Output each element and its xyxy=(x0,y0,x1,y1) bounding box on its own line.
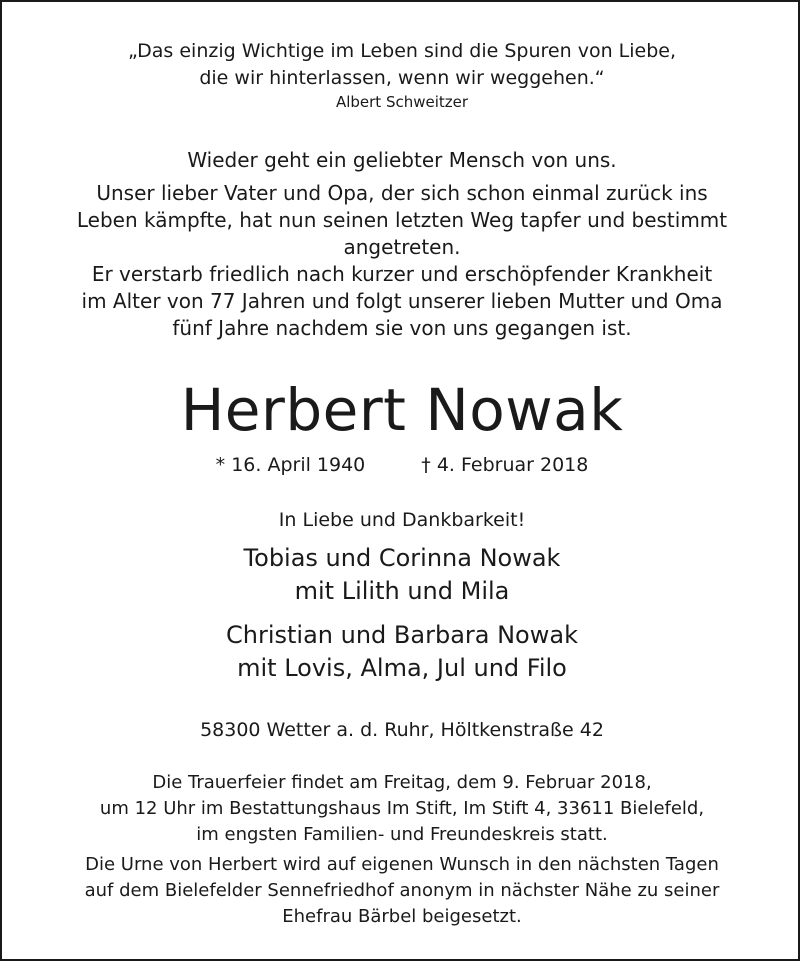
intro-line: angetreten. xyxy=(343,235,461,259)
urn-line: auf dem Bielefelder Sennefriedhof anonym in nächster Nähe zu seiner xyxy=(84,880,720,901)
thanks-line: In Liebe und Dankbarkeit! xyxy=(278,509,526,531)
intro-line: im Alter von 77 Jahren und folgt unserer lieben Mutter und Oma xyxy=(81,289,723,313)
urn-line: Die Urne von Herbert wird auf eigenen Wunsch in den nächsten Tagen xyxy=(85,854,719,875)
intro-line: Leben kämpfte, hat nun seinen letzten Weg tapfer und bestimmt xyxy=(76,208,728,232)
family-children: mit Lovis, Alma, Jul und Filo xyxy=(237,654,567,682)
quote-block xyxy=(2,38,800,112)
urn-line: Ehefrau Bärbel beigesetzt. xyxy=(282,906,522,927)
intro-text xyxy=(2,147,800,342)
birth-date: * 16. April 1940 xyxy=(215,454,366,476)
intro-line: fünf Jahre nachdem sie von uns gegangen ist. xyxy=(172,316,632,340)
family-entry xyxy=(2,542,800,608)
funeral-line: Die Trauerfeier findet am Freitag, dem 9. Februar 2018, xyxy=(152,772,652,793)
quote-author: Albert Schweitzer xyxy=(335,93,469,111)
family-names: Tobias und Corinna Nowak xyxy=(243,544,561,572)
funeral-line: im engsten Familien- und Freundeskreis statt. xyxy=(196,824,608,845)
quote-line: die wir hinterlassen, wenn wir weggehen.“ xyxy=(199,67,605,89)
family-children: mit Lilith und Mila xyxy=(294,577,510,605)
life-dates xyxy=(2,452,800,478)
address-line: 58300 Wetter a. d. Ruhr, Höltkenstraße 42 xyxy=(200,719,604,741)
intro-line: Er verstarb friedlich nach kurzer und erschöpfender Krankheit xyxy=(91,262,713,286)
quote-line: „Das einzig Wichtige im Leben sind die Spuren von Liebe, xyxy=(127,40,676,62)
intro-line: Unser lieber Vater und Opa, der sich schon einmal zurück ins xyxy=(96,181,708,205)
funeral-info xyxy=(2,770,800,848)
family-entry xyxy=(2,619,800,685)
family-names: Christian und Barbara Nowak xyxy=(226,621,578,649)
death-date: † 4. Februar 2018 xyxy=(421,454,589,476)
urn-info xyxy=(2,852,800,930)
funeral-line: um 12 Uhr im Bestattungshaus Im Stift, Im Stift 4, 33611 Bielefeld, xyxy=(99,798,705,819)
intro-lead: Wieder geht ein geliebter Mensch von uns. xyxy=(187,148,617,172)
deceased-name: Herbert Nowak xyxy=(180,376,624,444)
